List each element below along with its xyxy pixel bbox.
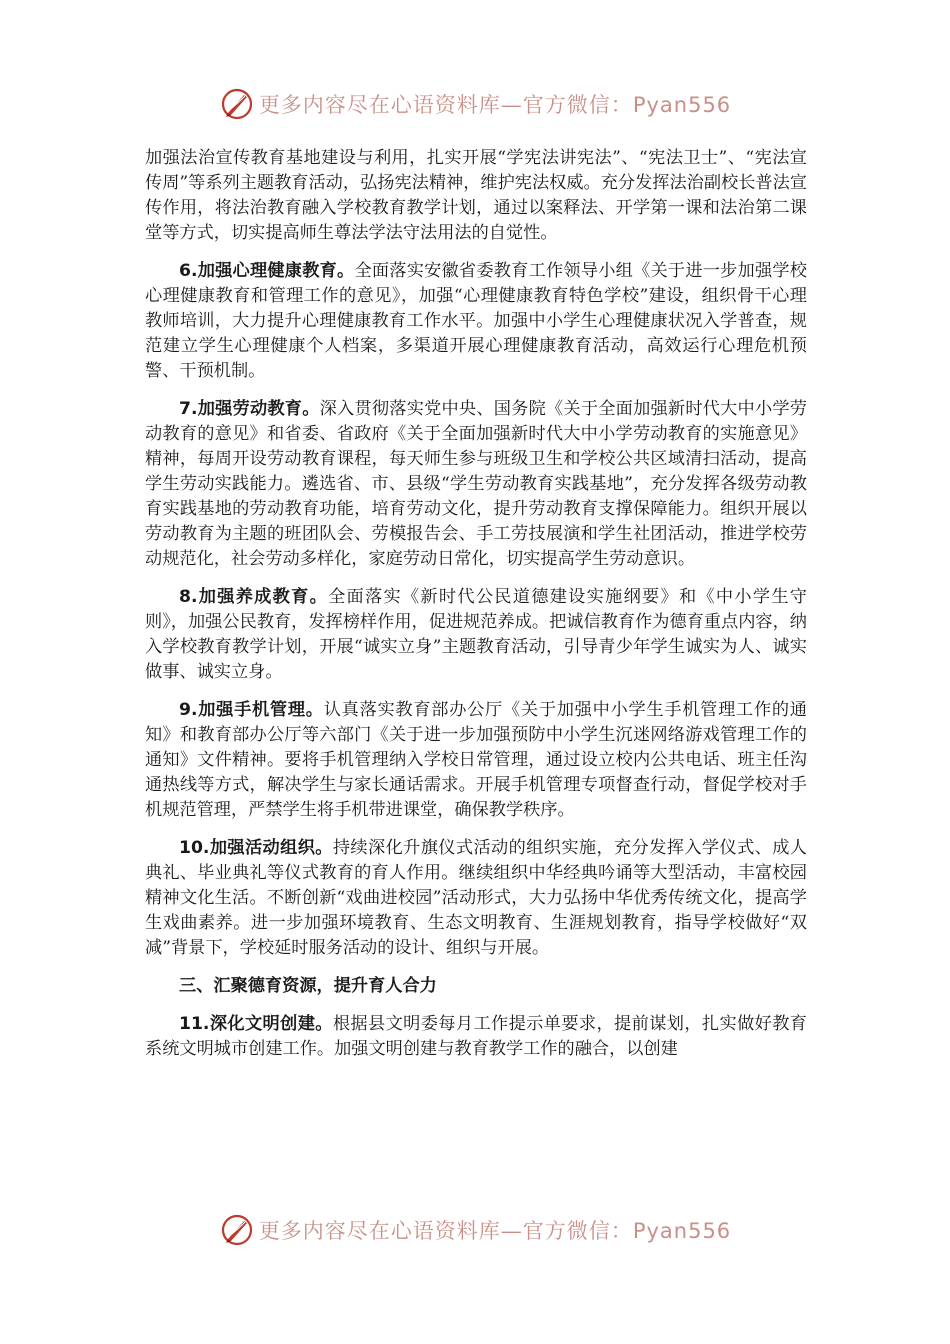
wechat-id: Pyan556 [632,93,732,117]
item-11-title: 11.深化文明创建。 [179,1014,333,1034]
document-body [145,146,807,1075]
quill-pen-logo-icon [219,86,255,122]
item-10-title: 10.加强活动组织。 [179,838,333,858]
item-8-title: 8.加强养成教育。 [179,587,329,607]
paragraph-item-9: 9.加强手机管理。认真落实教育部办公厅《关于加强中小学生手机管理工作的通知》和教育部办公厅等六部门《关于进一步加强预防中小学生沉迷网络游戏管理工作的通知》文件精神。要将手机管理纳入学校日常管理，通过设立校内公共电话、班主任沟通热线等方式，解决学生与家长通话需求。开展手机管理专项督查行动，督促学校对手机规范管理，严禁学生将手机带进课堂，确保教学秩序。 [145,700,807,820]
item-6-title: 6.加强心理健康教育。 [179,261,355,281]
header-banner-text: 更多内容尽在心语资料库—官方微信：Pyan556 [258,93,732,117]
paragraph-item-6: 6.加强心理健康教育。全面落实安徽省委教育工作领导小组《关于进一步加强学校心理健康教育和管理工作的意见》，加强“心理健康教育特色学校”建设，组织骨干心理教师培训，大力提升心理健康教育工作水平。加强中小学生心理健康状况入学普查，规范建立学生心理健康个人档案，多渠道开展心理健康教育活动，高效运行心理危机预警、干预机制。 [145,261,807,381]
paragraph-item-8: 8.加强养成教育。全面落实《新时代公民道德建设实施纲要》和《中小学生守则》，加强公民教育，发挥榜样作用，促进规范养成。把诚信教育作为德育重点内容，纳入学校教育教学计划，开展“诚实立身”主题教育活动，引导青少年学生诚实为人、诚实做事、诚实立身。 [145,587,807,682]
paragraph-continued: 加强法治宣传教育基地建设与利用，扎实开展“学宪法讲宪法”、“宪法卫士”、“宪法宣传周”等系列主题教育活动，弘扬宪法精神，维护宪法权威。充分发挥法治副校长普法宣传作用，将法治教育融入学校教育教学计划，通过以案释法、开学第一课和法治第二课堂等方式，切实提高师生尊法学法守法用法的自觉性。 [145,148,807,243]
section-heading-3: 三、汇聚德育资源，提升育人合力 [179,976,437,996]
item-7-title: 7.加强劳动教育。 [179,399,320,419]
quill-pen-logo-icon [219,1212,255,1248]
paragraph-item-10: 10.加强活动组织。持续深化升旗仪式活动的组织实施，充分发挥入学仪式、成人典礼、毕业典礼等仪式教育的育人作用。继续组织中华经典吟诵等大型活动，丰富校园精神文化生活。不断创新“戏曲进校园”活动形式，大力弘扬中华优秀传统文化，提高学生戏曲素养。进一步加强环境教育、生态文明教育、生涯规划教育，指导学校做好“双减”背景下，学校延时服务活动的设计、组织与开展。 [145,838,807,958]
paragraph-item-7: 7.加强劳动教育。深入贯彻落实党中央、国务院《关于全面加强新时代大中小学劳动教育的意见》和省委、省政府《关于全面加强新时代大中小学劳动教育的实施意见》精神，每周开设劳动教育课程，每天师生参与班级卫生和学校公共区域清扫活动，提高学生劳动实践能力。遴选省、市、县级“学生劳动教育实践基地”，充分发挥各级劳动教育实践基地的劳动教育功能，培育劳动文化，提升劳动教育支撑保障能力。组织开展以劳动教育为主题的班团队会、劳模报告会、手工劳技展演和学生社团活动，推进学校劳动规范化，社会劳动多样化，家庭劳动日常化，切实提高学生劳动意识。 [145,399,807,569]
header-banner [0,84,950,124]
footer-banner [0,1210,950,1250]
paragraph-item-11: 11.深化文明创建。根据县文明委每月工作提示单要求，提前谋划，扎实做好教育系统文明城市创建工作。加强文明创建与教育教学工作的融合，以创建 [145,1014,807,1059]
item-9-title: 9.加强手机管理。 [179,700,324,720]
footer-banner-text: 更多内容尽在心语资料库—官方微信：Pyan556 [258,1219,732,1243]
wechat-id: Pyan556 [632,1219,732,1243]
